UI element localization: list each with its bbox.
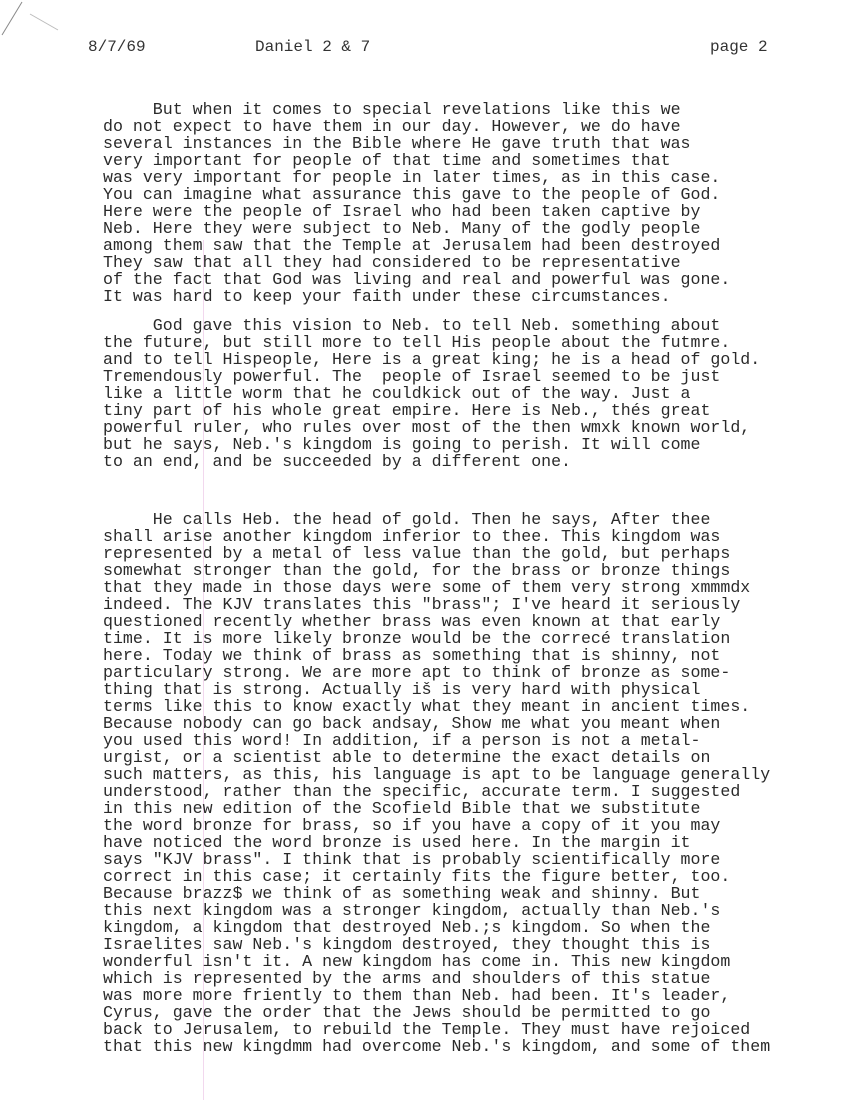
page-number: page 2 bbox=[710, 38, 768, 56]
text-line: do not expect to have them in our day. However, we do have bbox=[103, 117, 681, 136]
text-line: He calls Heb. the head of gold. Then he says, After thee bbox=[103, 510, 711, 529]
text-line: Because nobody can go back andsay, Show me what you meant when bbox=[103, 714, 721, 733]
text-line: Israelites saw Neb.'s kingdom destroyed, they thought this is bbox=[103, 935, 711, 954]
text-line: Because brazz$ we think of as something weak and shinny. But bbox=[103, 884, 701, 903]
text-line: But when it comes to special revelations like this we bbox=[103, 100, 681, 119]
text-line: of the fact that God was living and real and powerful was gone. bbox=[103, 270, 731, 289]
text-line: to an end, and be succeeded by a different one. bbox=[103, 452, 572, 471]
text-line: understood, rather than the specific, accurate term. I suggested bbox=[103, 782, 741, 801]
text-line: Tremendously powerful. The people of Israel seemed to be just bbox=[103, 367, 721, 386]
text-line: questioned recently whether brass was even known at that early bbox=[103, 612, 721, 631]
document-date: 8/7/69 bbox=[88, 38, 146, 56]
text-line: but he says, Neb.'s kingdom is going to perish. It will come bbox=[103, 435, 701, 454]
text-line: It was hard to keep your faith under these circumstances. bbox=[103, 287, 671, 306]
paragraph-3 bbox=[103, 511, 770, 1055]
paragraph-1 bbox=[103, 101, 730, 305]
text-line: Neb. Here they were subject to Neb. Many of the godly people bbox=[103, 219, 701, 238]
text-line: the future, but still more to tell His people about the futmre. bbox=[103, 333, 731, 352]
text-line: tiny part of his whole great empire. Here is Neb., thés great bbox=[103, 401, 711, 420]
text-line: shall arise another kingdom inferior to thee. This kingdom was bbox=[103, 527, 721, 546]
text-line: here. Today we think of brass as something that is shinny, not bbox=[103, 646, 721, 665]
text-line: particulary strong. We are more apt to think of bronze as some- bbox=[103, 663, 731, 682]
text-line: time. It is more likely bronze would be the correcé translation bbox=[103, 629, 731, 648]
text-line: such matters, as this, his language is apt to be language generally bbox=[103, 765, 771, 784]
text-line: like a little worm that he couldkick out of the way. Just a bbox=[103, 384, 691, 403]
text-line: thing that is strong. Actually iš is very hard with physical bbox=[103, 680, 701, 699]
text-line: says "KJV brass". I think that is probably scientifically more bbox=[103, 850, 721, 869]
text-line: which is represented by the arms and shoulders of this statue bbox=[103, 969, 711, 988]
paragraph-2 bbox=[103, 317, 760, 470]
text-line: was more more friently to them than Neb. had been. It's leader, bbox=[103, 986, 731, 1005]
text-line: that they made in those days were some of them very strong xmmmdx bbox=[103, 578, 751, 597]
text-line: Here were the people of Israel who had been taken captive by bbox=[103, 202, 701, 221]
text-line: back to Jerusalem, to rebuild the Temple. They must have rejoiced bbox=[103, 1020, 751, 1039]
text-line: They saw that all they had considered to be representative bbox=[103, 253, 681, 272]
text-line: powerful ruler, who rules over most of the then wmxk known world, bbox=[103, 418, 751, 437]
text-line: was very important for people in later times, as in this case. bbox=[103, 168, 721, 187]
text-line: God gave this vision to Neb. to tell Neb. something about bbox=[103, 316, 721, 335]
text-line: wonderful isn't it. A new kingdom has come in. This new kingdom bbox=[103, 952, 731, 971]
text-line: you used this word! In addition, if a person is not a metal- bbox=[103, 731, 701, 750]
text-line: among them saw that the Temple at Jerusalem had been destroyed bbox=[103, 236, 721, 255]
text-line: several instances in the Bible where He gave truth that was bbox=[103, 134, 691, 153]
text-line: somewhat stronger than the gold, for the brass or bronze things bbox=[103, 561, 731, 580]
text-line: You can imagine what assurance this gave to the people of God. bbox=[103, 185, 721, 204]
text-line: Cyrus, gave the order that the Jews should be permitted to go bbox=[103, 1003, 711, 1022]
text-line: indeed. The KJV translates this "brass"; I've heard it seriously bbox=[103, 595, 741, 614]
text-line: and to tell Hispeople, Here is a great king; he is a head of gold. bbox=[103, 350, 761, 369]
text-line: correct in this case; it certainly fits the figure better, too. bbox=[103, 867, 731, 886]
document-title: Daniel 2 & 7 bbox=[255, 38, 371, 56]
page-fold-mark bbox=[0, 0, 60, 40]
text-line: very important for people of that time and sometimes that bbox=[103, 151, 671, 170]
text-line: in this new edition of the Scofield Bible that we substitute bbox=[103, 799, 701, 818]
text-line: terms like this to know exactly what they meant in ancient times. bbox=[103, 697, 751, 716]
text-line: represented by a metal of less value than the gold, but perhaps bbox=[103, 544, 731, 563]
text-line: that this new kingdmm had overcome Neb.'s kingdom, and some of them bbox=[103, 1037, 771, 1056]
text-line: urgist, or a scientist able to determine the exact details on bbox=[103, 748, 711, 767]
text-line: the word bronze for brass, so if you have a copy of it you may bbox=[103, 816, 721, 835]
text-line: this next kingdom was a stronger kingdom, actually than Neb.'s bbox=[103, 901, 721, 920]
text-line: have noticed the word bronze is used here. In the margin it bbox=[103, 833, 691, 852]
text-line: kingdom, a kingdom that destroyed Neb.;s kingdom. So when the bbox=[103, 918, 711, 937]
